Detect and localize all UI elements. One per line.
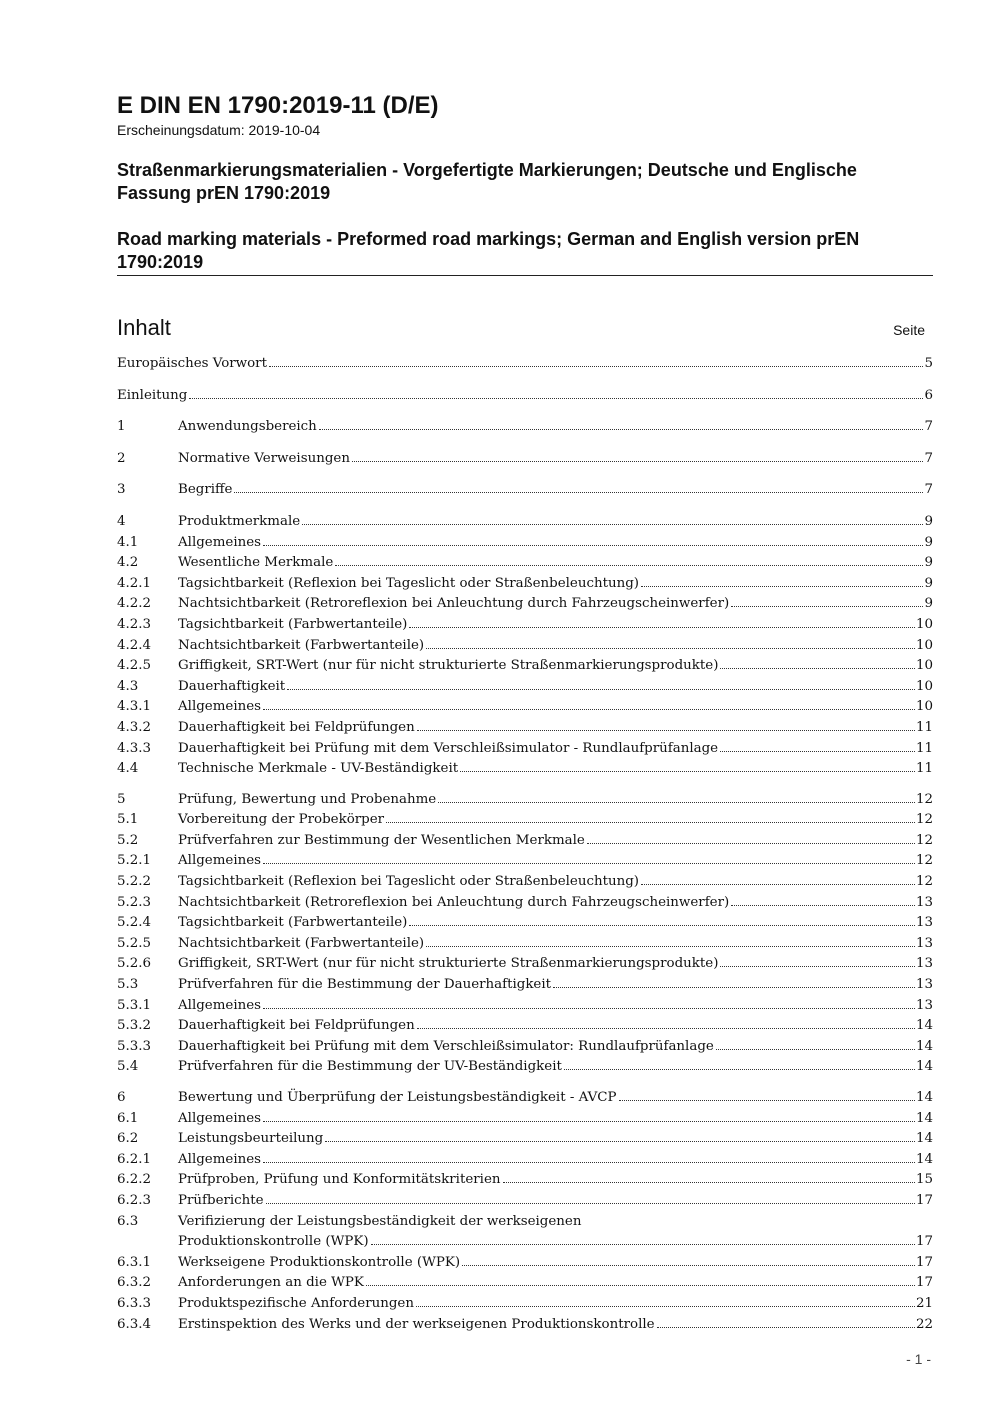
dot-leader	[263, 1162, 915, 1163]
toc-entry-page: 7	[924, 419, 933, 435]
toc-entry-number: 6.2.3	[117, 1192, 152, 1208]
toc-entry-title: Prüfverfahren zur Bestimmung der Wesentlichen Merkmale	[178, 832, 585, 848]
dot-leader	[587, 843, 915, 844]
page-number: - 1 -	[906, 1351, 931, 1367]
toc-entry-title: Allgemeines	[178, 699, 262, 715]
toc-entry[interactable]	[117, 697, 933, 718]
dot-leader	[564, 1069, 915, 1070]
toc-entry-page: 7	[924, 482, 933, 498]
toc-entry-title: Tagsichtbarkeit (Reflexion bei Tageslicht oder Straßenbeleuchtung)	[178, 874, 640, 890]
toc-entry-title: Anforderungen an die WPK	[178, 1275, 364, 1291]
toc-entry[interactable]	[117, 872, 933, 893]
toc-entry-page: 13	[915, 956, 933, 972]
toc-entry[interactable]	[117, 790, 933, 811]
dot-leader	[263, 545, 923, 546]
page-column-label: Seite	[893, 322, 925, 338]
dot-leader	[335, 565, 923, 566]
toc-entry-number: 4.3.2	[117, 719, 152, 735]
toc-entry-title: Bewertung und Überprüfung der Leistungsbeständigkeit - AVCP	[178, 1090, 617, 1105]
toc-entry-page: 12	[915, 853, 933, 869]
toc-entry-page: 14	[915, 1090, 933, 1105]
toc-entry[interactable]	[117, 636, 933, 657]
dot-leader	[731, 606, 923, 607]
toc-entry-title: Prüfproben, Prüfung und Konformitätskriterien	[178, 1172, 501, 1188]
toc-entry[interactable]	[117, 449, 933, 470]
toc-entry-page: 14	[915, 1018, 933, 1034]
dot-leader	[619, 1100, 915, 1101]
toc-entry[interactable]	[117, 574, 933, 595]
toc-entry-number: 5.2.4	[117, 915, 152, 931]
toc-entry-number: 6.2.1	[117, 1151, 152, 1167]
toc-entry-number: 1	[117, 419, 126, 435]
toc-entry-page: 12	[915, 832, 933, 848]
toc-entry-number: 4.2.3	[117, 616, 152, 632]
toc-entry-number: 4.2	[117, 555, 139, 571]
toc-entry-title: Werkseigene Produktionskontrolle (WPK)	[178, 1254, 461, 1270]
publication-date: Erscheinungsdatum: 2019-10-04	[117, 122, 321, 138]
title-english: Road marking materials - Preformed road markings; German and English version prEN 1790:2019	[117, 229, 860, 272]
toc-entry[interactable]	[117, 594, 933, 615]
toc-entry-title: Europäisches Vorwort	[117, 356, 267, 371]
dot-leader	[417, 730, 915, 731]
toc-entry-title: Wesentliche Merkmale	[178, 555, 334, 571]
toc-entry[interactable]	[117, 739, 933, 760]
toc-entry-title: Dauerhaftigkeit bei Prüfung mit dem Verschleißsimulator - Rundlaufprüfanlage	[178, 740, 719, 756]
toc-entry-title: Nachtsichtbarkeit (Retroreflexion bei Anleuchtung durch Fahrzeugscheinwerfer)	[178, 894, 730, 910]
dot-leader	[553, 987, 915, 988]
dot-leader	[438, 802, 915, 803]
dot-leader	[731, 905, 915, 906]
toc-entry-page: 5	[924, 356, 933, 371]
toc-entry[interactable]	[117, 615, 933, 636]
toc-entry-continuation[interactable]	[117, 1232, 933, 1253]
toc-entry[interactable]	[117, 533, 933, 554]
toc-entry[interactable]	[117, 1253, 933, 1274]
toc-entry[interactable]	[117, 954, 933, 975]
toc-entry-title: Allgemeines	[178, 997, 262, 1013]
toc-entry[interactable]	[117, 831, 933, 852]
toc-entry[interactable]	[117, 512, 933, 533]
toc-entry-title: Erstinspektion des Werks und der werkseigenen Produktionskontrolle	[178, 1316, 655, 1332]
toc-entry[interactable]	[117, 1037, 933, 1058]
toc-entry-number: 6	[117, 1090, 126, 1105]
toc-entry-title: Verifizierung der Leistungsbeständigkeit der werkseigenen	[178, 1213, 582, 1229]
dot-leader	[657, 1327, 915, 1328]
dot-leader	[720, 966, 915, 967]
dot-leader	[720, 751, 915, 752]
dot-leader	[641, 586, 923, 587]
dot-leader	[460, 771, 915, 772]
toc-entry-page: 13	[915, 997, 933, 1013]
dot-leader	[302, 524, 923, 525]
toc-entry-page: 10	[915, 637, 933, 653]
toc-entry[interactable]	[117, 759, 933, 780]
toc-entry[interactable]	[117, 1191, 933, 1212]
toc-entry-page: 12	[915, 874, 933, 890]
toc-entry-page: 15	[915, 1172, 933, 1188]
toc-entry-title: Prüfung, Bewertung und Probenahme	[178, 791, 437, 807]
dot-leader	[720, 668, 915, 669]
toc-entry[interactable]	[117, 1315, 933, 1336]
dot-leader	[366, 1285, 915, 1286]
toc-entry-page: 14	[915, 1059, 933, 1075]
toc-entry-page: 17	[915, 1192, 933, 1208]
dot-leader	[287, 689, 915, 690]
toc-entry-title: Allgemeines	[178, 853, 262, 869]
toc-entry-title: Prüfberichte	[178, 1192, 264, 1208]
toc-entry[interactable]	[117, 656, 933, 677]
toc-entry[interactable]	[117, 677, 933, 698]
dot-leader	[325, 1141, 915, 1142]
toc-entry[interactable]	[117, 553, 933, 574]
toc-entry-page: 11	[915, 719, 933, 735]
toc-entry-number: 4.2.2	[117, 596, 152, 612]
dot-leader	[189, 398, 923, 399]
dot-leader	[371, 1244, 915, 1245]
toc-entry-number: 5.3	[117, 977, 139, 993]
toc-entry-page: 14	[915, 1038, 933, 1054]
toc-entry[interactable]	[117, 1109, 933, 1130]
toc-entry-number: 5.2.6	[117, 956, 152, 972]
dot-leader	[352, 461, 924, 462]
toc-entry-title: Normative Verweisungen	[178, 450, 350, 466]
toc-entry-number: 4.3.1	[117, 699, 152, 715]
dot-leader	[716, 1049, 915, 1050]
toc-entry[interactable]	[117, 718, 933, 739]
dot-leader	[417, 1028, 915, 1029]
toc-entry-page: 9	[924, 575, 933, 591]
toc-entry[interactable]	[117, 1088, 933, 1109]
toc-entry[interactable]	[117, 996, 933, 1017]
toc-entry-page: 9	[924, 555, 933, 571]
toc-entry-number: 5.3.3	[117, 1038, 152, 1054]
toc-entry-page: 13	[915, 935, 933, 951]
toc-entry-title: Leistungsbeurteilung	[178, 1131, 324, 1147]
toc-entry-number: 3	[117, 482, 126, 498]
dot-leader	[462, 1265, 915, 1266]
toc-entry-page: 10	[915, 616, 933, 632]
toc-entry-title: Dauerhaftigkeit bei Feldprüfungen	[178, 719, 415, 735]
toc-entry-number: 5.2.2	[117, 874, 152, 890]
toc-entry[interactable]	[117, 975, 933, 996]
toc-entry-title: Dauerhaftigkeit	[178, 678, 286, 694]
dot-leader	[263, 1008, 915, 1009]
toc-entry[interactable]	[117, 1170, 933, 1191]
toc-entry-page: 11	[915, 761, 933, 777]
toc-entry-page: 17	[915, 1234, 933, 1250]
toc-entry-title: Technische Merkmale - UV-Beständigkeit	[178, 761, 459, 777]
toc-entry-number: 5.2	[117, 832, 139, 848]
toc-entry-title: Einleitung	[117, 387, 188, 403]
toc-entry-page: 21	[915, 1295, 933, 1311]
toc-entry-title: Nachtsichtbarkeit (Farbwertanteile)	[178, 935, 425, 951]
toc-entry-title: Anwendungsbereich	[178, 419, 317, 435]
toc-entry-number: 6.3	[117, 1213, 139, 1229]
toc-entry-number: 6.3.1	[117, 1254, 152, 1270]
toc-entry-number: 4.3.3	[117, 740, 152, 756]
toc-entry[interactable]	[117, 1129, 933, 1150]
table-of-contents	[117, 354, 933, 1335]
toc-entry-number: 5.4	[117, 1059, 139, 1075]
contents-heading: Inhalt	[117, 315, 171, 340]
toc-entry-number: 4.1	[117, 534, 139, 550]
dot-leader	[503, 1182, 915, 1183]
title-german: Straßenmarkierungsmaterialien - Vorgefertigte Markierungen; Deutsche und Englische Fassung prEN 1790:2019	[117, 160, 857, 203]
header-divider	[117, 275, 933, 276]
toc-entry-title: Begriffe	[178, 482, 233, 498]
dot-leader	[319, 429, 924, 430]
toc-entry-page: 9	[924, 534, 933, 550]
toc-entry-title-continued: Produktionskontrolle (WPK)	[178, 1234, 369, 1250]
toc-entry[interactable]	[117, 913, 933, 934]
toc-entry-title: Prüfverfahren für die Bestimmung der Dauerhaftigkeit	[178, 977, 552, 993]
dot-leader	[426, 946, 915, 947]
toc-entry[interactable]	[117, 354, 933, 375]
toc-entry-number: 4	[117, 513, 126, 529]
toc-entry-page: 7	[924, 450, 933, 466]
toc-entry-title: Griffigkeit, SRT-Wert (nur für nicht strukturierte Straßenmarkierungsprodukte)	[178, 658, 719, 674]
toc-entry-number: 5.2.3	[117, 894, 152, 910]
toc-entry-page: 13	[915, 915, 933, 931]
toc-entry-page: 14	[915, 1110, 933, 1126]
toc-entry-title: Griffigkeit, SRT-Wert (nur für nicht strukturierte Straßenmarkierungsprodukte)	[178, 956, 719, 972]
toc-entry-number: 5.2.1	[117, 853, 152, 869]
toc-entry-number: 4.2.4	[117, 637, 152, 653]
toc-entry-number: 2	[117, 450, 126, 466]
toc-entry-page: 17	[915, 1254, 933, 1270]
toc-entry-title: Tagsichtbarkeit (Farbwertanteile)	[178, 915, 408, 931]
toc-entry-page: 13	[915, 894, 933, 910]
toc-entry-page: 6	[924, 387, 933, 403]
dot-leader	[409, 627, 915, 628]
dot-leader	[263, 863, 915, 864]
toc-entry[interactable]	[117, 810, 933, 831]
toc-entry-title: Tagsichtbarkeit (Farbwertanteile)	[178, 616, 408, 632]
toc-entry-page: 22	[915, 1316, 933, 1332]
dot-leader	[266, 1203, 915, 1204]
toc-entry-number: 4.3	[117, 678, 139, 694]
toc-entry[interactable]	[117, 1212, 933, 1233]
dot-leader	[263, 709, 915, 710]
toc-entry[interactable]	[117, 417, 933, 438]
toc-entry-title: Allgemeines	[178, 534, 262, 550]
dot-leader	[263, 1121, 915, 1122]
toc-entry-title: Tagsichtbarkeit (Reflexion bei Tageslicht oder Straßenbeleuchtung)	[178, 575, 640, 591]
toc-entry[interactable]	[117, 851, 933, 872]
dot-leader	[641, 884, 915, 885]
toc-entry-number: 5.2.5	[117, 935, 152, 951]
toc-entry-number: 4.2.5	[117, 658, 152, 674]
toc-entry-number: 5	[117, 791, 126, 807]
toc-entry-number: 6.3.4	[117, 1316, 152, 1332]
toc-entry-number: 6.2.2	[117, 1172, 152, 1188]
toc-entry[interactable]	[117, 1294, 933, 1315]
dot-leader	[426, 648, 915, 649]
toc-entry-title: Nachtsichtbarkeit (Retroreflexion bei Anleuchtung durch Fahrzeugscheinwerfer)	[178, 596, 730, 612]
toc-entry-number: 5.3.1	[117, 997, 152, 1013]
toc-entry[interactable]	[117, 1150, 933, 1171]
toc-entry-title: Nachtsichtbarkeit (Farbwertanteile)	[178, 637, 425, 653]
toc-entry-title: Prüfverfahren für die Bestimmung der UV-Beständigkeit	[178, 1059, 562, 1075]
document-header	[117, 92, 933, 274]
dot-leader	[416, 1306, 915, 1307]
toc-entry-number: 5.3.2	[117, 1018, 152, 1034]
toc-entry-number: 5.1	[117, 812, 139, 828]
dot-leader	[269, 366, 924, 367]
toc-entry-number: 6.2	[117, 1131, 139, 1147]
toc-entry-title: Allgemeines	[178, 1151, 262, 1167]
toc-entry-title: Dauerhaftigkeit bei Feldprüfungen	[178, 1018, 415, 1034]
toc-entry-title: Produktspezifische Anforderungen	[178, 1295, 414, 1311]
toc-entry[interactable]	[117, 934, 933, 955]
toc-entry-number: 6.1	[117, 1110, 139, 1126]
toc-entry[interactable]	[117, 386, 933, 407]
toc-entry[interactable]	[117, 480, 933, 501]
toc-entry-page: 9	[924, 513, 933, 529]
toc-entry-number: 4.4	[117, 761, 139, 777]
toc-entry-page: 12	[915, 791, 933, 807]
toc-entry-page: 10	[915, 678, 933, 694]
toc-entry[interactable]	[117, 893, 933, 914]
toc-entry-title: Allgemeines	[178, 1110, 262, 1126]
dot-leader	[409, 925, 915, 926]
dot-leader	[234, 492, 923, 493]
document-id: E DIN EN 1790:2019-11 (D/E)	[117, 92, 439, 119]
toc-entry-page: 11	[915, 740, 933, 756]
toc-entry-page: 10	[915, 658, 933, 674]
toc-entry-number: 4.2.1	[117, 575, 152, 591]
toc-entry-page: 13	[915, 977, 933, 993]
toc-entry-page: 10	[915, 699, 933, 715]
toc-entry-number: 6.3.3	[117, 1295, 152, 1311]
toc-entry-page: 9	[924, 596, 933, 612]
dot-leader	[386, 822, 915, 823]
toc-entry[interactable]	[117, 1273, 933, 1294]
toc-entry-title: Produktmerkmale	[178, 513, 301, 529]
toc-entry-title: Dauerhaftigkeit bei Prüfung mit dem Verschleißsimulator: Rundlaufprüfanlage	[178, 1038, 714, 1054]
toc-entry-page: 17	[915, 1275, 933, 1291]
toc-entry-page: 14	[915, 1131, 933, 1147]
toc-entry[interactable]	[117, 1016, 933, 1037]
toc-entry-number: 6.3.2	[117, 1275, 152, 1291]
toc-entry[interactable]	[117, 1057, 933, 1078]
toc-entry-page: 14	[915, 1151, 933, 1167]
toc-entry-title: Vorbereitung der Probekörper	[178, 812, 385, 828]
toc-entry-page: 12	[915, 812, 933, 828]
